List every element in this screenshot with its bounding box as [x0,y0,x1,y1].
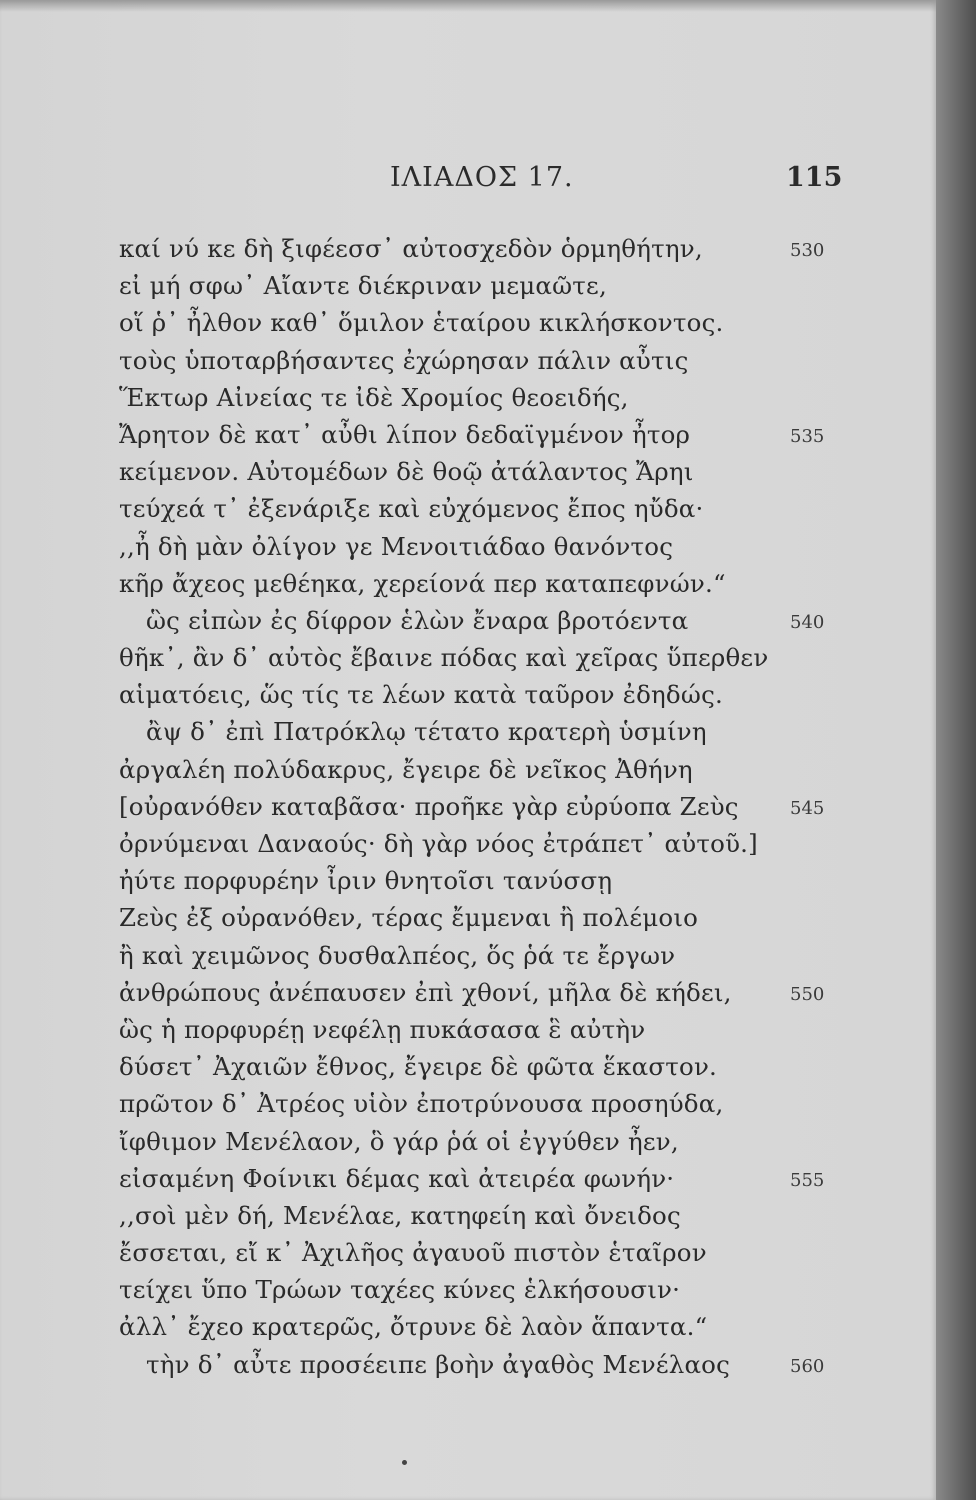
verse-line [0,232,936,269]
verse-line [0,678,936,715]
verse-text: θῆκ᾽, ἂν δ᾽ αὐτὸς ἔβαινε πόδας καὶ χεῖρας ὕπερθεν [119,643,769,673]
line-number: 530 [790,240,825,261]
verse-line [0,1310,936,1347]
line-number: 540 [790,611,825,633]
verse-text: καί νύ κε δὴ ξιφέεσσ᾽ αὐτοσχεδὸν ὁρμηθήτην, [119,234,703,263]
ink-speck [402,1460,407,1465]
verse-text: τεύχεά τ᾽ ἐξενάριξε καὶ εὐχόμενος ἔπος ηὔδα· [119,494,704,524]
verse-text: ἴφθιμον Μενέλαον, ὃ γάρ ῥά οἱ ἐγγύθεν ἦεν, [119,1126,679,1156]
verse-text: τὴν δ᾽ αὖτε προσέειπε βοὴν ἀγαθὸς Μενέλαος [146,1349,731,1379]
verse-line [0,1125,936,1162]
verse-line [0,790,936,827]
verse-text: πρῶτον δ᾽ Ἀτρέος υἱὸν ἐποτρύνουσα προσηύδα, [119,1089,724,1119]
verse-line [0,306,936,343]
verse-text: [οὐρανόθεν καταβᾶσα· προῆκε γὰρ εὐρύοπα Ζεὺς [119,791,739,821]
verse-text: ὀρνύμεναι Δαναούς· δὴ γὰρ νόος ἐτράπετ᾽ αὐτοῦ.] [119,829,758,858]
verse-line [0,455,936,492]
verse-line [0,864,936,901]
line-number: 545 [790,797,825,819]
running-title: ΙΛΙΑΔΟΣ 17. [390,162,574,193]
verse-line [0,418,936,455]
verse-line [0,381,936,418]
verse-line [0,604,936,641]
verse-text: οἵ ῥ᾽ ἦλθον καθ᾽ ὅμιλον ἑταίρου κικλήσκοντος. [119,308,724,338]
verse-line [0,567,936,604]
verse-line [0,753,936,790]
verse-text: εἰσαμένη Φοίνικι δέμας καὶ ἀτειρέα φωνήν· [119,1163,675,1193]
verse-line [0,492,936,529]
verse-line [0,976,936,1013]
verse-line [0,530,936,567]
verse-line [0,1273,936,1310]
verse-text: εἰ μή σφω᾽ Αἴαντε διέκριναν μεμαῶτε, [119,271,607,301]
verse-line [0,344,936,381]
line-number: 550 [790,983,825,1005]
verse-text: κῆρ ἄχεος μεθέηκα, χερείονά περ καταπεφνών.“ [119,568,726,598]
verse-text: κείμενον. Αὐτομέδων δὲ θοῷ ἀτάλαντος Ἄρηι [119,457,694,487]
line-number: 535 [790,425,825,447]
verse-text: ἀργαλέη πολύδακρυς, ἔγειρε δὲ νεῖκος Ἀθήνη [119,754,693,784]
verse-line [0,269,936,306]
verse-text: ἀνθρώπους ἀνέπαυσεν ἐπὶ χθονί, μῆλα δὲ κήδει, [119,977,732,1007]
verse-line [0,641,936,678]
page-header [0,162,936,202]
verse-block [0,232,936,1385]
verse-line [0,1236,936,1273]
verse-line [0,1013,936,1050]
verse-line [0,939,936,976]
verse-text: αἱματόεις, ὥς τίς τε λέων κατὰ ταῦρον ἐδηδώς. [119,680,723,710]
verse-line [0,1050,936,1087]
line-number: 555 [790,1169,825,1191]
page-number: 115 [786,162,843,193]
verse-text: δύσετ᾽ Ἀχαιῶν ἔθνος, ἔγειρε δὲ φῶτα ἕκαστον. [119,1052,718,1082]
verse-text: ὣς ἡ πορφυρέῃ νεφέλῃ πυκάσασα ἓ αὐτὴν [119,1014,646,1044]
verse-line [0,1087,936,1124]
verse-text: τείχει ὕπο Τρώων ταχέες κύνες ἑλκήσουσιν· [119,1275,681,1305]
verse-line [0,715,936,752]
verse-text: ,,σοὶ μὲν δή, Μενέλαε, κατηφείη καὶ ὄνειδος [119,1200,681,1230]
verse-text: Ἄρητον δὲ κατ᾽ αὖθι λίπον δεδαϊγμένον ἦτορ [119,419,691,449]
line-number: 560 [790,1355,825,1377]
verse-text: ἢ καὶ χειμῶνος δυσθαλπέος, ὅς ῥά τε ἔργων [119,940,676,970]
verse-line [0,1162,936,1199]
scan-edge [936,0,976,1500]
verse-text: ἠύτε πορφυρέην ἶριν θνητοῖσι τανύσσῃ [119,866,613,896]
verse-text: ἀλλ᾽ ἔχεο κρατερῶς, ὄτρυνε δὲ λαὸν ἅπαντα.“ [119,1312,708,1342]
page-top-shadow [0,0,936,12]
verse-line [0,901,936,938]
verse-text: Ζεὺς ἐξ οὐρανόθεν, τέρας ἔμμεναι ἢ πολέμοιο [119,903,699,933]
verse-text: τοὺς ὑποταρβήσαντες ἐχώρησαν πάλιν αὖτις [119,345,689,375]
verse-text: ἂψ δ᾽ ἐπὶ Πατρόκλῳ τέτατο κρατερὴ ὑσμίνη [146,717,707,747]
verse-text: Ἕκτωρ Αἰνείας τε ἰδὲ Χρομίος θεοειδής, [119,382,629,412]
verse-line [0,1348,936,1385]
verse-text: ,,ἦ δὴ μὰν ὀλίγον γε Μενοιτιάδαο θανόντος [119,531,674,561]
verse-line [0,827,936,864]
verse-line [0,1199,936,1236]
verse-text: ἔσσεται, εἴ κ᾽ Ἀχιλῆος ἀγαυοῦ πιστὸν ἑταῖρον [119,1238,707,1268]
verse-text: ὣς εἰπὼν ἐς δίφρον ἑλὼν ἔναρα βροτόεντα [146,605,689,635]
